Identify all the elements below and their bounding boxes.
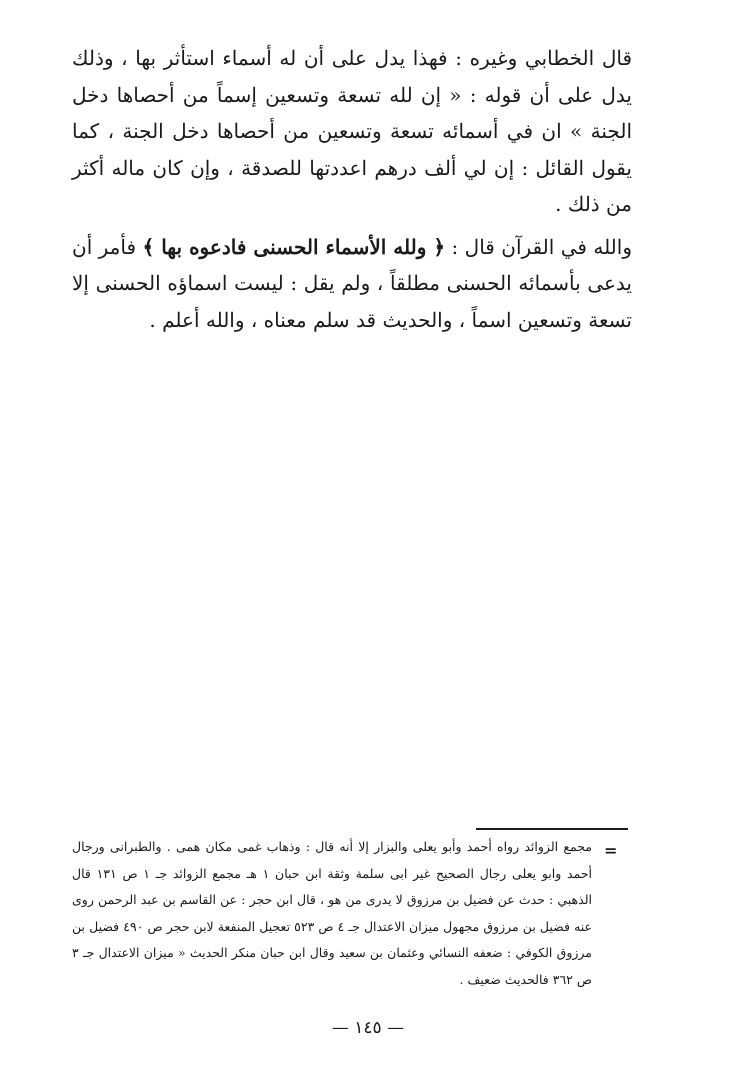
footnote-separator bbox=[476, 828, 628, 830]
footnote-text: مجمع الزوائد رواه أحمد وأبو يعلى والبزار إلا أنه قال : وذهاب غمى مكان همى . والطبرانى ورجال أحمد وابو يعلى رجال الصحيح غير ابى سلمة وثقة ابن حبان ١ هـ مجمع الزوائد جـ ١ ص ١٣١ قال الذهبي : حدث عن فضيل بن مرزوق لا يدرى من هو ، قال ابن حجر : عن القاسم بن عبد الرحمن روى عنه فضيل بن مرزوق مجهول ميزان الاعتدال جـ ٤ ص ٥٢٣ تعجيل المنفعة لابن حجر ص ٤٩٠ فضيل بن مرزوق الكوفي : ضعفه النسائي وعثمان بن سعيد وقال ابن حبان منكر الحديث « ميزان الاعتدال جـ ٣ ص ٣٦٢ فالحديث ضعيف . bbox=[72, 839, 593, 987]
paragraph-2-rest: فأمر أن يدعى بأسمائه الحسنى مطلقاً ، ولم يقل : ليست اسماؤه الحسنى إلا تسعة وتسعين اسماً ، والحديث قد سلم معناه ، والله أعلم . bbox=[72, 234, 632, 332]
paragraph-2 bbox=[72, 229, 632, 339]
footnote-continuation-marker: = bbox=[604, 841, 618, 860]
page-number: — ١٤٥ — bbox=[331, 1018, 405, 1038]
paragraph-2-intro: والله في القرآن قال : bbox=[451, 234, 632, 259]
quran-verse: ﴿ ولله الأسماء الحسنى فادعوه بها ﴾ bbox=[142, 234, 446, 259]
paragraph-1: قال الخطابي وغيره : فهذا يدل على أن له أسماء استأثر بها ، وذلك يدل على أن قوله : « إن لله تسعة وتسعين إسماً من أحصاها دخل الجنة » ان في أسمائه تسعة وتسعين من أحصاها دخل الجنة ، كما يقول القائل : إن لي ألف درهم اعددتها للصدقة ، وإن كان ماله أكثر من ذلك . bbox=[72, 46, 632, 216]
main-text bbox=[72, 40, 632, 344]
